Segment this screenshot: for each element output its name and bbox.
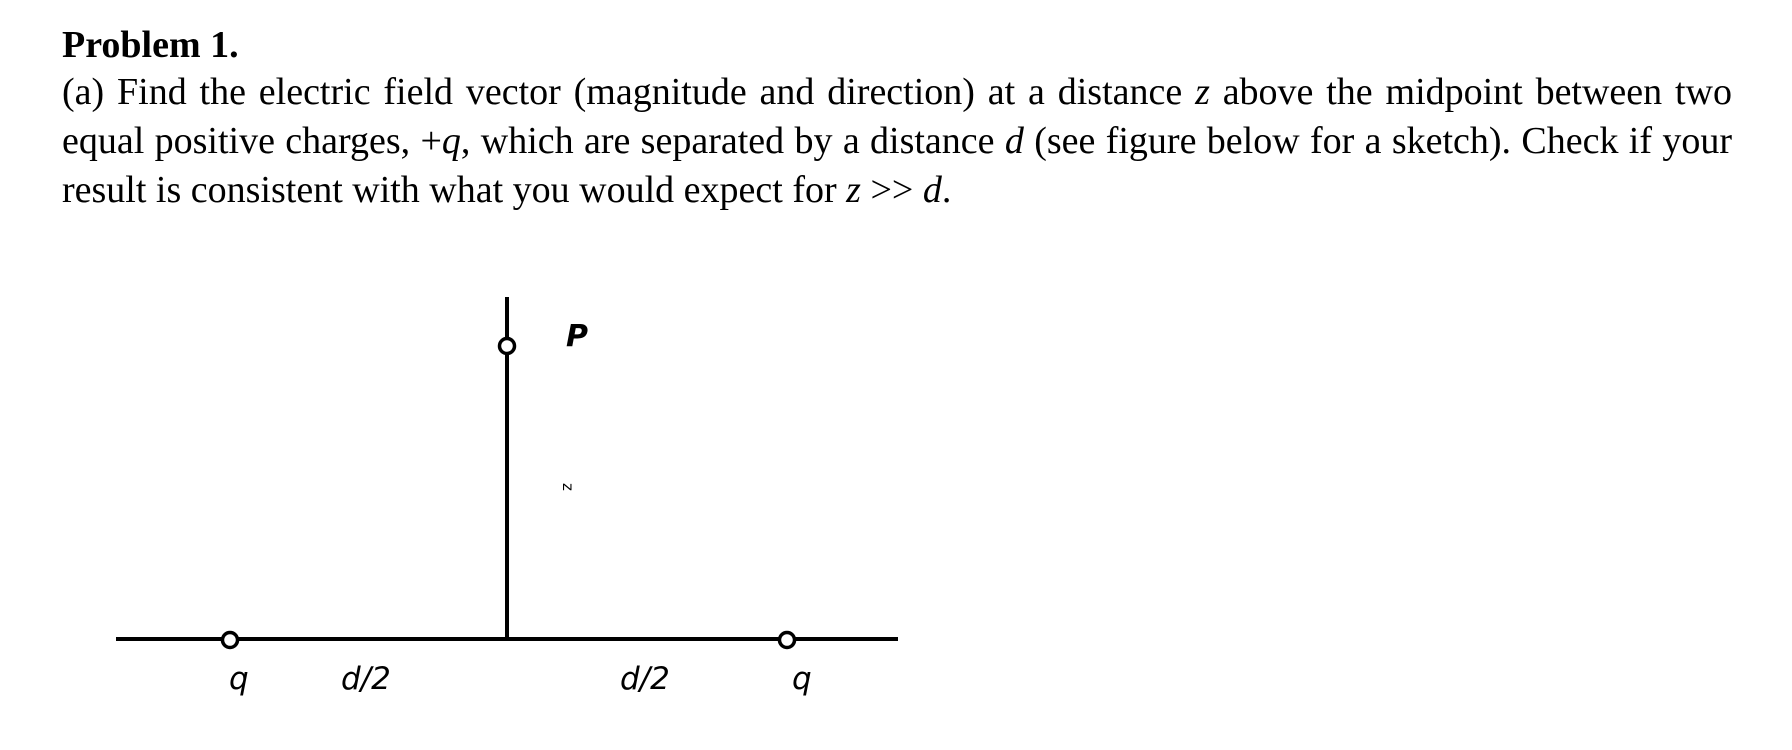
point-p-label: P bbox=[566, 319, 588, 354]
left-half-distance-label: d/2 bbox=[341, 661, 391, 697]
part-a-text-2: above the midpoint between two equal positive charges, + bbox=[62, 71, 1732, 162]
variable-z-limit: z bbox=[846, 169, 861, 211]
right-half-distance-label: d/2 bbox=[620, 661, 670, 697]
right-charge-marker bbox=[780, 633, 795, 648]
variable-q: q bbox=[441, 120, 461, 162]
point-p-marker bbox=[500, 339, 515, 354]
problem-title: Problem 1. bbox=[62, 24, 239, 66]
variable-d-limit: d bbox=[922, 169, 942, 211]
part-a-text-6: . bbox=[941, 169, 952, 211]
right-charge-label: q bbox=[792, 661, 812, 697]
left-charge-label: q bbox=[229, 661, 249, 697]
variable-d: d bbox=[1004, 120, 1024, 162]
part-a-text-5: >> bbox=[860, 169, 923, 211]
part-a-text-4: (see figure below for a sketch). Check if your result is consistent with what you would expect for bbox=[62, 120, 1733, 211]
variable-z: z bbox=[1195, 71, 1210, 113]
part-a-text-3: , which are separated by a distance bbox=[460, 120, 1005, 162]
left-charge-marker bbox=[223, 633, 238, 648]
height-z-label: z bbox=[559, 483, 577, 491]
part-a-text-1: (a) Find the electric field vector (magnitude and direction) at a distance bbox=[62, 71, 1196, 113]
